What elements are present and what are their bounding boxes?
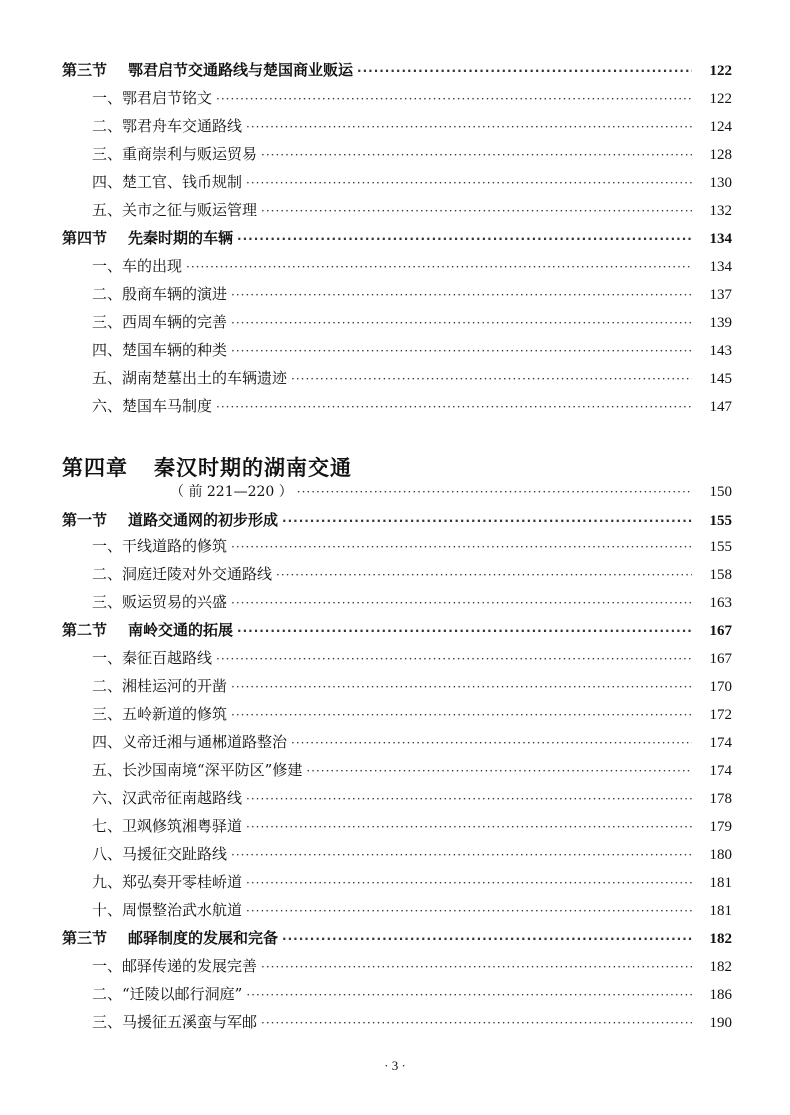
section-heading bbox=[62, 618, 233, 642]
chapter-number: 第四章 bbox=[62, 456, 128, 480]
section-title: 道路交通网的初步形成 bbox=[128, 511, 279, 529]
page-ref: 170 bbox=[709, 679, 732, 695]
section-number: 第四节 bbox=[62, 229, 108, 247]
page-ref: 122 bbox=[709, 63, 732, 79]
page-ref: 178 bbox=[709, 791, 732, 807]
page-ref: 139 bbox=[709, 315, 732, 331]
item-title: 四、楚国车辆的种类 bbox=[92, 341, 228, 359]
item-title: 五、长沙国南境“深平防区”修建 bbox=[92, 761, 303, 779]
page-ref: 163 bbox=[709, 595, 732, 611]
toc-section-row[interactable] bbox=[62, 926, 732, 950]
section-number: 第三节 bbox=[62, 61, 108, 79]
page-ref: 122 bbox=[709, 91, 732, 107]
toc-item-row[interactable] bbox=[92, 870, 732, 894]
toc-item-row[interactable] bbox=[92, 786, 732, 810]
toc-item-row[interactable] bbox=[92, 562, 732, 586]
dot-leader bbox=[231, 283, 692, 307]
dot-leader bbox=[261, 143, 692, 167]
dot-leader bbox=[246, 983, 692, 1007]
page-ref: 155 bbox=[709, 539, 732, 555]
page-ref: 128 bbox=[709, 147, 732, 163]
section-number: 第一节 bbox=[62, 511, 108, 529]
item-title: 三、西周车辆的完善 bbox=[92, 313, 228, 331]
dot-leader bbox=[261, 199, 692, 223]
section-title: 邮驿制度的发展和完备 bbox=[128, 929, 279, 947]
toc-item-row[interactable] bbox=[92, 646, 732, 670]
item-title: 六、汉武帝征南越路线 bbox=[92, 789, 243, 807]
section-title: 先秦时期的车辆 bbox=[128, 229, 234, 247]
page-ref: 130 bbox=[709, 175, 732, 191]
item-title: 五、关市之征与贩运管理 bbox=[92, 201, 258, 219]
item-title: 九、郑弘奏开零桂峤道 bbox=[92, 873, 243, 891]
dot-leader bbox=[237, 619, 692, 643]
page-ref: 150 bbox=[709, 484, 732, 500]
dot-leader bbox=[306, 759, 692, 783]
page-number: · 3 · bbox=[384, 1058, 406, 1073]
toc-item-row[interactable] bbox=[92, 366, 732, 390]
page-ref: 158 bbox=[709, 567, 732, 583]
chapter-title: 秦汉时期的湖南交通 bbox=[154, 456, 352, 480]
toc-section-row[interactable] bbox=[62, 226, 732, 250]
toc-item-row[interactable] bbox=[92, 982, 732, 1006]
toc-item-row[interactable] bbox=[92, 674, 732, 698]
item-title: 五、湖南楚墓出土的车辆遗迹 bbox=[92, 369, 288, 387]
section-number: 第二节 bbox=[62, 621, 108, 639]
item-title: 三、五岭新道的修筑 bbox=[92, 705, 228, 723]
page-ref: 172 bbox=[709, 707, 732, 723]
toc-item-row[interactable] bbox=[92, 310, 732, 334]
item-title: 一、干线道路的修筑 bbox=[92, 537, 228, 555]
dot-leader bbox=[291, 367, 692, 391]
toc-item-row[interactable] bbox=[92, 254, 732, 278]
item-title: 八、马援征交趾路线 bbox=[92, 845, 228, 863]
toc-section-row[interactable] bbox=[62, 508, 732, 532]
section-number: 第三节 bbox=[62, 929, 108, 947]
toc-item-row[interactable] bbox=[92, 898, 732, 922]
chapter-years: （ 前 221—220 ） bbox=[170, 484, 293, 500]
dot-leader bbox=[216, 87, 692, 111]
page-ref: 186 bbox=[709, 987, 732, 1003]
dot-leader bbox=[231, 843, 692, 867]
toc-item-row[interactable] bbox=[92, 86, 732, 110]
toc-item-row[interactable] bbox=[92, 394, 732, 418]
item-title: 三、马援征五溪蛮与军邮 bbox=[92, 1013, 258, 1031]
dot-leader bbox=[291, 731, 692, 755]
toc-section-row[interactable] bbox=[62, 58, 732, 82]
dot-leader bbox=[231, 311, 692, 335]
item-title: 十、周憬整治武水航道 bbox=[92, 901, 243, 919]
dot-leader bbox=[261, 955, 692, 979]
page-ref: 190 bbox=[709, 1015, 732, 1031]
page-ref: 179 bbox=[709, 819, 732, 835]
item-title: 六、楚国车马制度 bbox=[92, 397, 213, 415]
dot-leader bbox=[246, 171, 692, 195]
toc-item-row[interactable] bbox=[92, 534, 732, 558]
toc-item-row[interactable] bbox=[92, 702, 732, 726]
page-ref: 134 bbox=[709, 259, 732, 275]
page-ref: 167 bbox=[709, 623, 732, 639]
toc-item-row[interactable] bbox=[92, 814, 732, 838]
page-ref: 145 bbox=[709, 371, 732, 387]
dot-leader bbox=[237, 227, 692, 251]
toc-item-row[interactable] bbox=[92, 590, 732, 614]
section-heading bbox=[62, 926, 278, 950]
toc-item-row[interactable] bbox=[92, 338, 732, 362]
item-title: 二、殷商车辆的演进 bbox=[92, 285, 228, 303]
item-title: 一、鄂君启节铭文 bbox=[92, 89, 213, 107]
dot-leader bbox=[246, 815, 692, 839]
dot-leader bbox=[261, 1011, 692, 1035]
toc-item-row[interactable] bbox=[92, 114, 732, 138]
section-title: 南岭交通的拓展 bbox=[128, 621, 234, 639]
section-heading bbox=[62, 226, 233, 250]
page-ref: 155 bbox=[709, 513, 732, 529]
item-title: 四、楚工官、钱币规制 bbox=[92, 173, 243, 191]
dot-leader bbox=[246, 115, 692, 139]
page-ref: 180 bbox=[709, 847, 732, 863]
dot-leader bbox=[357, 59, 692, 83]
dot-leader bbox=[231, 591, 692, 615]
page-ref: 134 bbox=[709, 231, 732, 247]
section-heading bbox=[62, 58, 353, 82]
toc-item-row[interactable] bbox=[92, 758, 732, 782]
toc-item-row[interactable] bbox=[92, 142, 732, 166]
dot-leader bbox=[231, 675, 692, 699]
page-ref: 174 bbox=[709, 763, 732, 779]
chapter-years-row[interactable] bbox=[170, 480, 732, 504]
dot-leader bbox=[216, 395, 692, 419]
toc-section-row[interactable] bbox=[62, 618, 732, 642]
dot-leader bbox=[231, 535, 692, 559]
item-title: 三、重商崇利与贩运贸易 bbox=[92, 145, 258, 163]
page-ref: 137 bbox=[709, 287, 732, 303]
item-title: 二、湘桂运河的开凿 bbox=[92, 677, 228, 695]
dot-leader bbox=[231, 339, 692, 363]
page-ref: 182 bbox=[709, 959, 732, 975]
page-ref: 181 bbox=[709, 875, 732, 891]
page-ref: 182 bbox=[709, 931, 732, 947]
item-title: 四、义帝迁湘与通郴道路整治 bbox=[92, 733, 288, 751]
page-ref: 147 bbox=[709, 399, 732, 415]
dot-leader bbox=[231, 703, 692, 727]
dot-leader bbox=[276, 563, 692, 587]
dot-leader bbox=[282, 927, 692, 951]
toc-item-row[interactable] bbox=[92, 282, 732, 306]
dot-leader bbox=[246, 899, 692, 923]
dot-leader bbox=[246, 871, 692, 895]
item-title: 一、车的出现 bbox=[92, 257, 183, 275]
item-title: 二、鄂君舟车交通路线 bbox=[92, 117, 243, 135]
page-ref: 132 bbox=[709, 203, 732, 219]
dot-leader bbox=[297, 480, 692, 504]
section-heading bbox=[62, 508, 278, 532]
toc-item-row[interactable] bbox=[92, 198, 732, 222]
page-ref: 143 bbox=[709, 343, 732, 359]
page-ref: 174 bbox=[709, 735, 732, 751]
dot-leader bbox=[186, 255, 692, 279]
page-ref: 124 bbox=[709, 119, 732, 135]
item-title: 七、卫飒修筑湘粤驿道 bbox=[92, 817, 243, 835]
toc-item-row[interactable] bbox=[92, 170, 732, 194]
toc-item-row[interactable] bbox=[92, 730, 732, 754]
dot-leader bbox=[246, 787, 692, 811]
toc-item-row[interactable] bbox=[92, 842, 732, 866]
item-title: 二、“迁陵以邮行洞庭” bbox=[92, 985, 243, 1003]
page-ref: 181 bbox=[709, 903, 732, 919]
item-title: 一、邮驿传递的发展完善 bbox=[92, 957, 258, 975]
page-ref: 167 bbox=[709, 651, 732, 667]
dot-leader bbox=[216, 647, 692, 671]
dot-leader bbox=[282, 509, 692, 533]
item-title: 二、洞庭迁陵对外交通路线 bbox=[92, 565, 273, 583]
toc-item-row[interactable] bbox=[92, 954, 732, 978]
toc-item-row[interactable] bbox=[92, 1010, 732, 1034]
chapter-heading[interactable] bbox=[62, 452, 352, 482]
item-title: 三、贩运贸易的兴盛 bbox=[92, 593, 228, 611]
section-title: 鄂君启节交通路线与楚国商业贩运 bbox=[128, 61, 354, 79]
item-title: 一、秦征百越路线 bbox=[92, 649, 213, 667]
